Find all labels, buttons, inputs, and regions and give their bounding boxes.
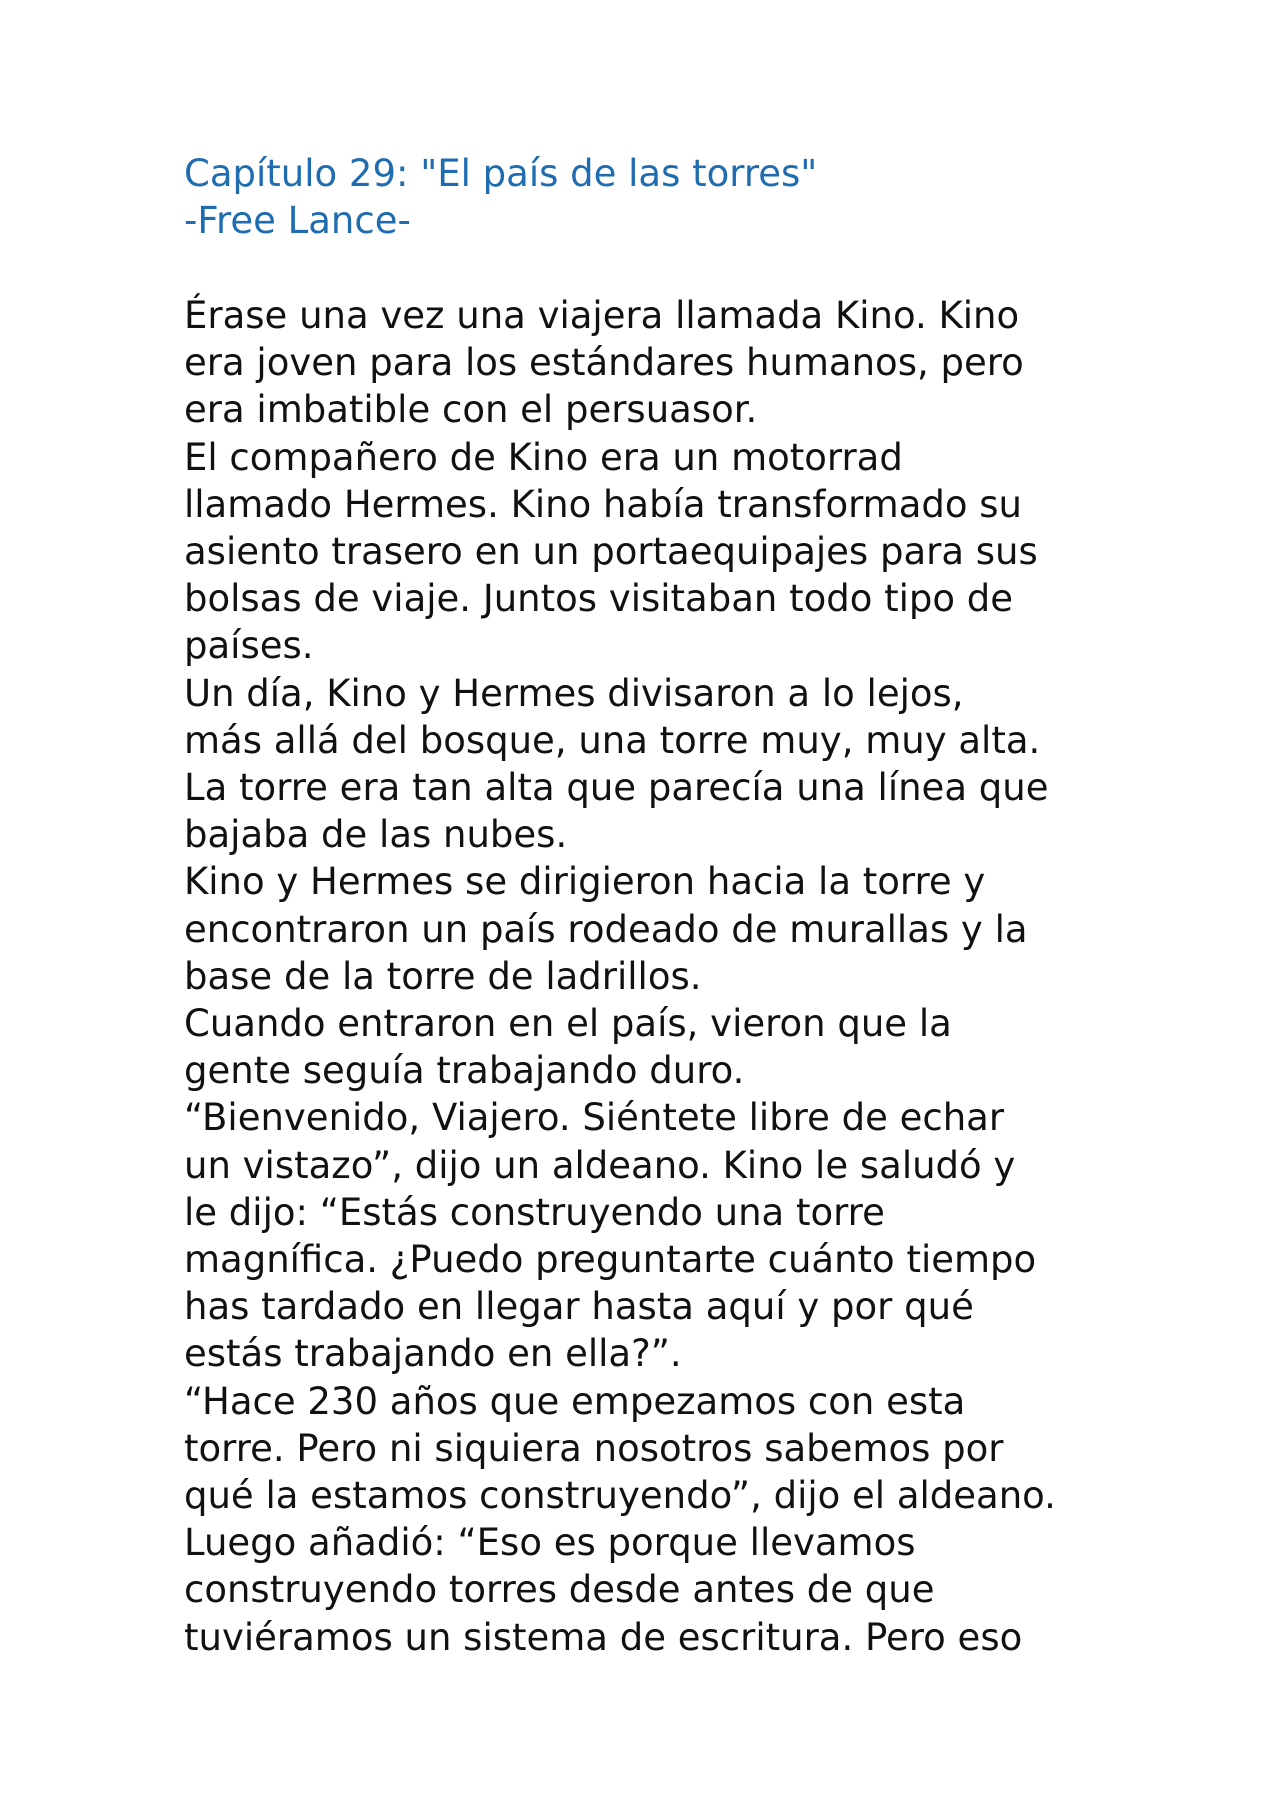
body-line: Érase una vez una viajera llamada Kino. Kino (184, 294, 1020, 337)
body-line: gente seguía trabajando duro. (184, 1049, 745, 1093)
body-line: más allá del bosque, una torre muy, muy alta. (184, 718, 1041, 762)
page-content (184, 150, 1124, 1661)
body-line: “Hace 230 años que empezamos con esta (184, 1379, 966, 1423)
body-line: El compañero de Kino era un motorrad (184, 435, 903, 479)
body-line: países. (184, 624, 314, 668)
body-line: bajaba de las nubes. (184, 813, 568, 857)
body-line: encontraron un país rodeado de murallas y la (184, 907, 1028, 951)
body-line: era imbatible con el persuasor. (184, 388, 758, 432)
body-line: qué la estamos construyendo”, dijo el aldeano. (184, 1474, 1056, 1518)
body-line: base de la torre de ladrillos. (184, 954, 702, 998)
body-line: era joven para los estándares humanos, pero (184, 341, 1024, 385)
body-line: torre. Pero ni siquiera nosotros sabemos por (184, 1426, 1004, 1470)
body-line: Kino y Hermes se dirigieron hacia la torre y (184, 860, 986, 904)
body-line: llamado Hermes. Kino había transformado su (184, 482, 1022, 526)
body-line: “Bienvenido, Viajero. Siéntete libre de echar (184, 1096, 1005, 1140)
body-line: has tardado en llegar hasta aquí y por qué (184, 1285, 974, 1329)
body-line: bolsas de viaje. Juntos visitaban todo tipo de (184, 577, 1014, 621)
body-line: Un día, Kino y Hermes divisaron a lo lejos, (184, 671, 964, 715)
chapter-title: Capítulo 29: "El país de las torres" (184, 152, 818, 195)
body-line: magnífica. ¿Puedo preguntarte cuánto tiempo (184, 1238, 1037, 1282)
body-line: estás trabajando en ella?”. (184, 1332, 682, 1376)
body-line: Luego añadió: “Eso es porque llevamos (184, 1521, 916, 1565)
body-line: La torre era tan alta que parecía una línea que (184, 766, 1049, 810)
body-line: asiento trasero en un portaequipajes para sus (184, 530, 1038, 574)
body-line: un vistazo”, dijo un aldeano. Kino le saludó y (184, 1143, 1016, 1187)
body-line: construyendo torres desde antes de que (184, 1568, 935, 1612)
heading-spacer (184, 244, 1124, 292)
body-line: tuviéramos un sistema de escritura. Pero eso (184, 1615, 1023, 1659)
body-line: le dijo: “Estás construyendo una torre (184, 1190, 885, 1234)
body-line: Cuando entraron en el país, vieron que la (184, 1002, 952, 1046)
chapter-subtitle: -Free Lance- (184, 199, 411, 242)
